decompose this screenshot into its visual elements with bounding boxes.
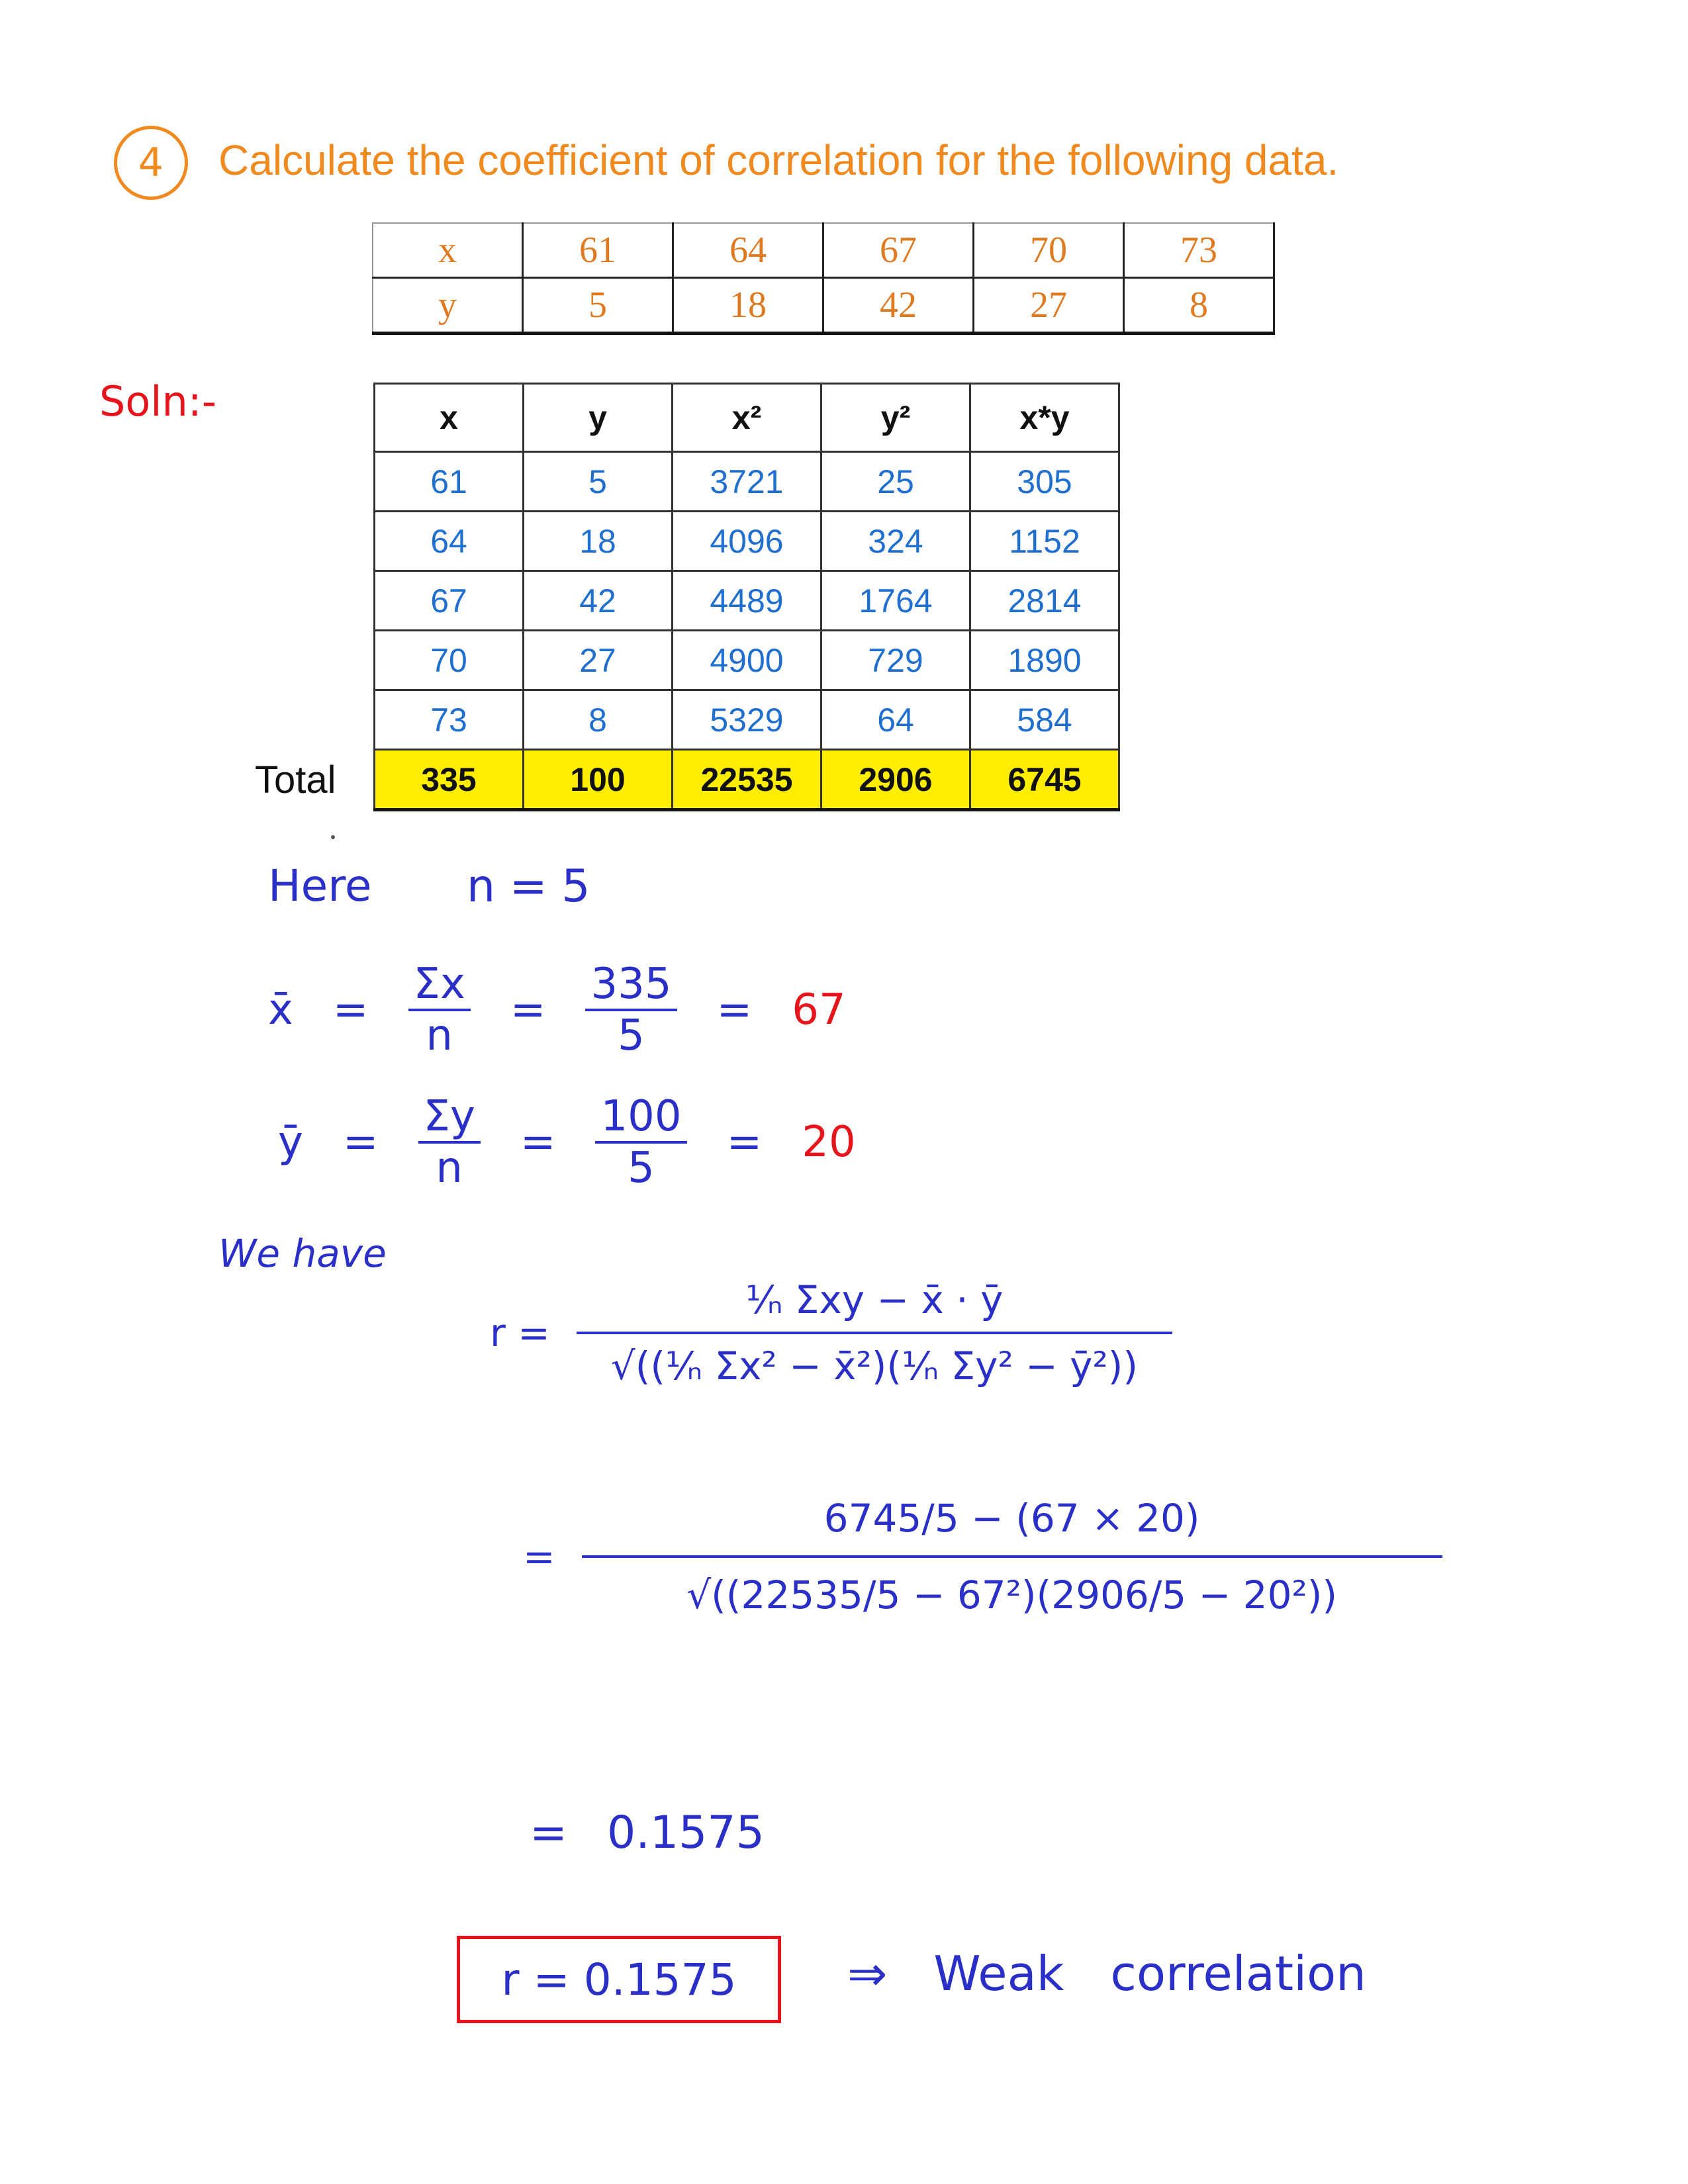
table-cell: 4489: [673, 571, 821, 631]
column-header: x²: [673, 384, 821, 452]
total-cell: 2906: [821, 750, 970, 810]
totals-row: [375, 750, 1119, 810]
r-symbol: r =: [490, 1310, 550, 1355]
result-value: 0.1575: [606, 1807, 765, 1859]
table-cell: 305: [970, 452, 1119, 512]
table-cell: 4900: [673, 631, 821, 690]
table-row: [375, 512, 1119, 571]
n-value: n = 5: [467, 860, 590, 913]
formula-numerator: ¹⁄ₙ Σxy − x̄ · ȳ: [745, 1277, 1004, 1322]
table-cell: 27: [524, 631, 673, 690]
stray-dot: [331, 835, 335, 839]
fraction-numerator: 335: [590, 960, 672, 1009]
total-label: Total: [255, 758, 336, 801]
substitution-step: [523, 1496, 1442, 1617]
table-cell: 27: [974, 278, 1124, 334]
table-cell: 67: [823, 223, 974, 278]
column-header: x: [375, 384, 524, 452]
equals-sign: =: [342, 1118, 379, 1167]
table-cell: 73: [1124, 223, 1274, 278]
table-row: [375, 571, 1119, 631]
total-cell: 335: [375, 750, 524, 810]
correlation-formula: [490, 1277, 1172, 1388]
data-table: [372, 222, 1275, 335]
table-cell: 64: [375, 512, 524, 571]
ybar-symbol: ȳ: [278, 1118, 303, 1167]
table-cell: 8: [1124, 278, 1274, 334]
conclusion-correlation: correlation: [1110, 1946, 1366, 2001]
table-cell: 25: [821, 452, 970, 512]
table-cell: 1890: [970, 631, 1119, 690]
table-cell: 18: [673, 278, 823, 334]
fraction-denominator: 5: [618, 1011, 645, 1060]
table-row: [375, 452, 1119, 512]
substituted-denominator: √((22535/5 − 67²)(2906/5 − 20²)): [686, 1572, 1337, 1617]
sum-x-over-n: [408, 960, 471, 1060]
column-header: y: [524, 384, 673, 452]
implies-arrow: ⇒: [847, 1946, 888, 2001]
table-cell: 8: [524, 690, 673, 750]
equals-sign: =: [332, 985, 369, 1034]
table-cell: 64: [673, 223, 823, 278]
row-label-x: x: [373, 223, 523, 278]
equals-sign: =: [716, 985, 753, 1034]
question-text: Calculate the coefficient of correlation for the following data.: [218, 136, 1339, 184]
table-cell: 61: [523, 223, 673, 278]
table-cell: 42: [524, 571, 673, 631]
row-label-y: y: [373, 278, 523, 334]
table-cell: 5329: [673, 690, 821, 750]
we-have-label: We have: [218, 1231, 387, 1276]
ybar-equation: [278, 1092, 856, 1193]
substituted-numerator: 6745/5 − (67 × 20): [823, 1496, 1200, 1541]
fraction-numerator: 100: [600, 1092, 682, 1141]
table-header-row: [375, 384, 1119, 452]
x-total-over-n: [585, 960, 677, 1060]
table-cell: 67: [375, 571, 524, 631]
xbar-result: 67: [792, 985, 846, 1034]
conclusion-weak: Weak: [933, 1946, 1064, 2001]
equals-sign: =: [726, 1118, 763, 1167]
table-cell: 3721: [673, 452, 821, 512]
final-answer-box: r = 0.1575: [457, 1936, 781, 2023]
fraction-denominator: 5: [628, 1144, 655, 1193]
result-step: [530, 1807, 765, 1859]
conclusion: [847, 1946, 1366, 2001]
column-header: y²: [821, 384, 970, 452]
fraction-denominator: n: [436, 1144, 463, 1193]
table-cell: 729: [821, 631, 970, 690]
table-cell: 1152: [970, 512, 1119, 571]
total-cell: 100: [524, 750, 673, 810]
table-cell: 324: [821, 512, 970, 571]
equals-sign: =: [530, 1807, 567, 1859]
table-cell: 5: [523, 278, 673, 334]
question-number: 4: [114, 126, 188, 200]
formula-denominator: √((¹⁄ₙ Σx² − x̄²)(¹⁄ₙ Σy² − ȳ²)): [610, 1343, 1138, 1388]
table-cell: 61: [375, 452, 524, 512]
column-header: x*y: [970, 384, 1119, 452]
table-cell: 64: [821, 690, 970, 750]
total-cell: 22535: [673, 750, 821, 810]
equals-sign: =: [520, 1118, 556, 1167]
table-row: [375, 631, 1119, 690]
y-total-over-n: [595, 1092, 686, 1193]
fraction-numerator: Σy: [423, 1092, 475, 1141]
table-cell: 42: [823, 278, 974, 334]
ybar-result: 20: [802, 1118, 856, 1167]
table-cell: 70: [974, 223, 1124, 278]
table-cell: 2814: [970, 571, 1119, 631]
table-cell: 1764: [821, 571, 970, 631]
equals-sign: =: [523, 1534, 555, 1579]
sum-y-over-n: [418, 1092, 481, 1193]
table-row: [373, 278, 1274, 334]
table-cell: 5: [524, 452, 673, 512]
formula-fraction: [577, 1277, 1172, 1388]
table-cell: 4096: [673, 512, 821, 571]
xbar-symbol: x̄: [268, 985, 293, 1034]
substituted-fraction: [582, 1496, 1442, 1617]
table-cell: 18: [524, 512, 673, 571]
table-row: [373, 223, 1274, 278]
here-label: Here: [268, 860, 372, 911]
solution-label: Soln:-: [99, 377, 217, 426]
table-cell: 584: [970, 690, 1119, 750]
calc-table: [373, 383, 1120, 811]
table-cell: 73: [375, 690, 524, 750]
fraction-denominator: n: [426, 1011, 453, 1060]
table-cell: 70: [375, 631, 524, 690]
total-cell: 6745: [970, 750, 1119, 810]
table-row: [375, 690, 1119, 750]
fraction-numerator: Σx: [413, 960, 465, 1009]
equals-sign: =: [510, 985, 546, 1034]
xbar-equation: [268, 960, 846, 1060]
